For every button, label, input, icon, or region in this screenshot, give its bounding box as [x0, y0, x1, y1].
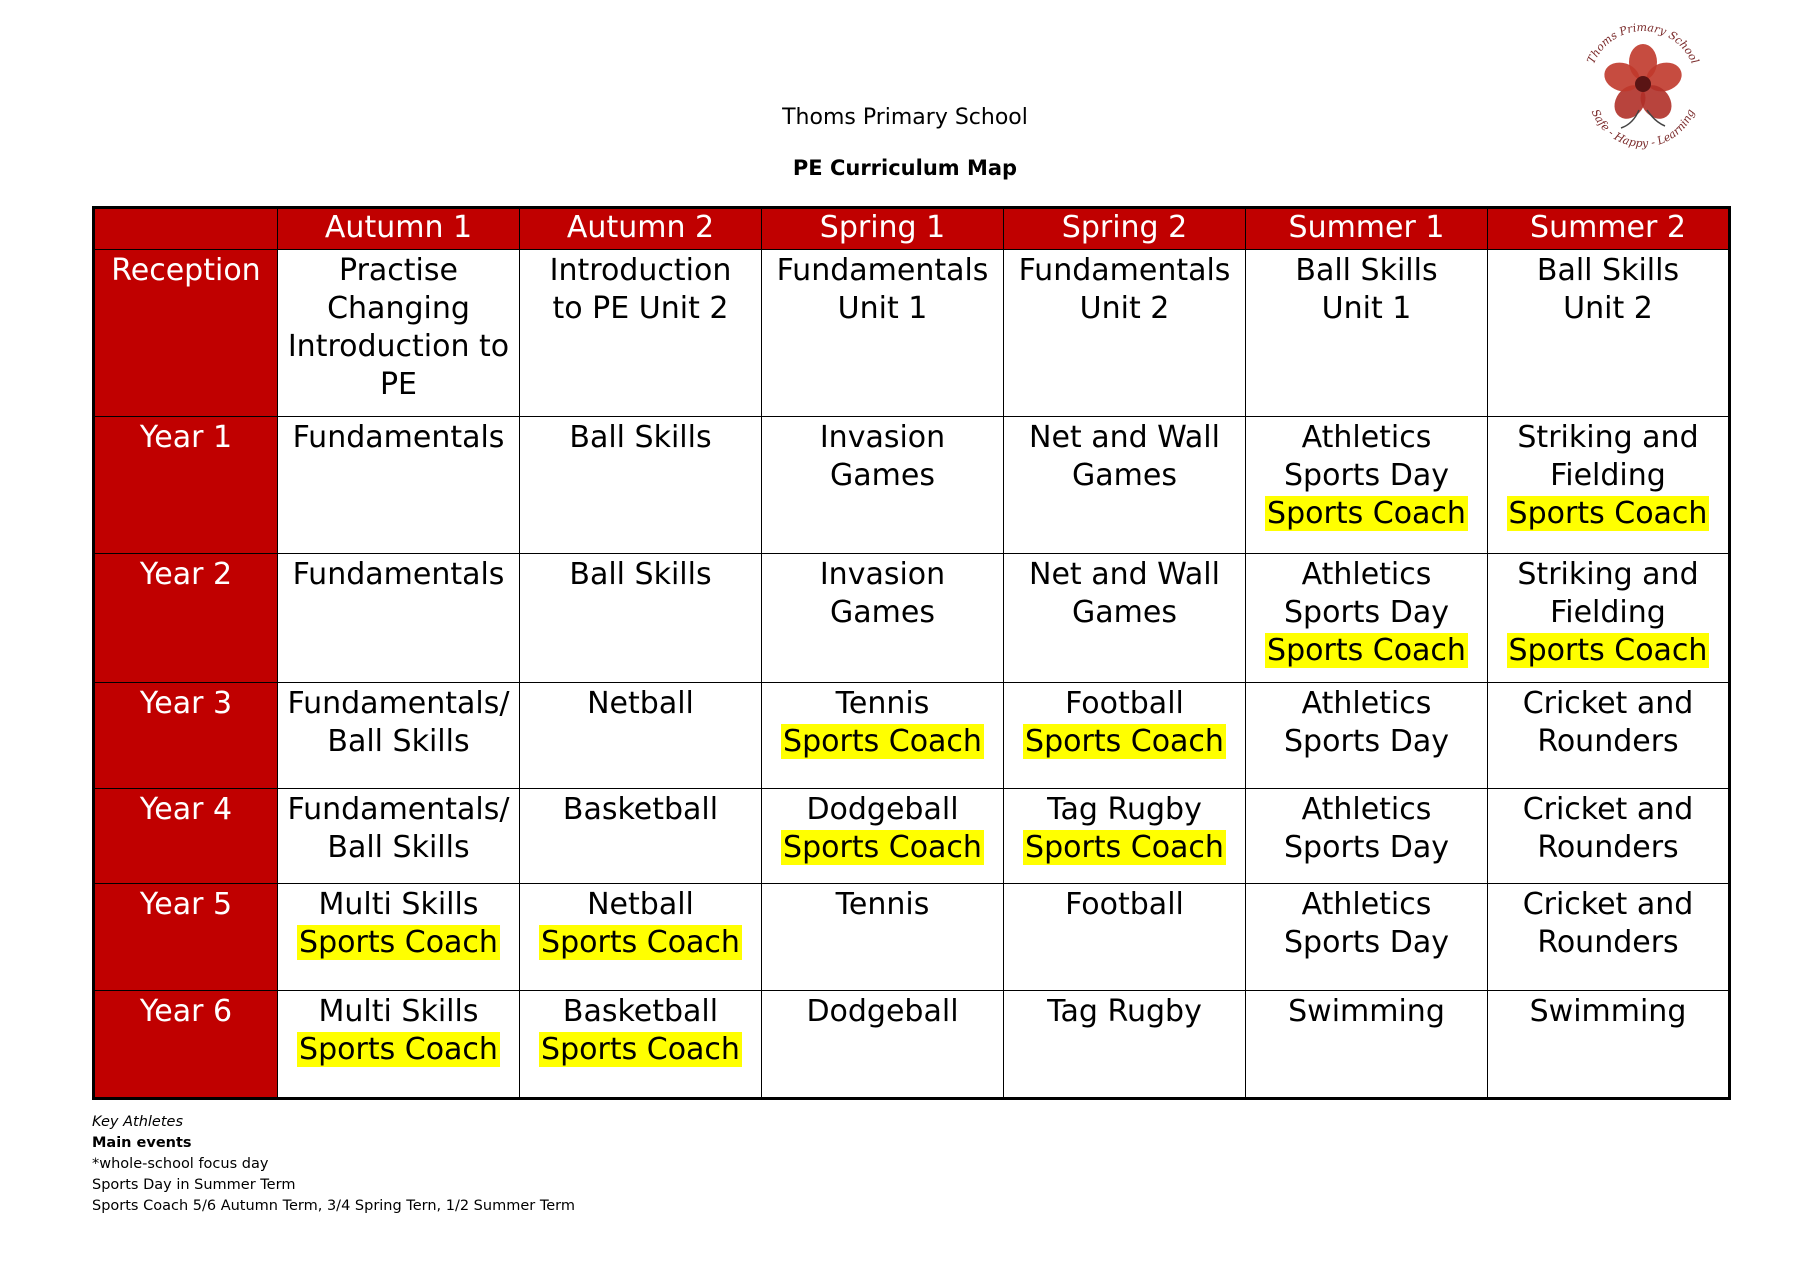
logo-text-top: Thoms Primary School — [1584, 20, 1702, 66]
table-cell — [1246, 683, 1488, 789]
cell-text: Swimming — [1288, 994, 1445, 1029]
table-cell — [1246, 789, 1488, 884]
cell-text: PE — [379, 367, 418, 402]
cell-text: Unit 1 — [837, 291, 928, 326]
sports-coach-highlight: Sports Coach — [299, 925, 498, 960]
sports-coach-highlight: Sports Coach — [541, 1032, 740, 1067]
document-title: PE Curriculum Map — [792, 156, 1018, 180]
table-cell — [520, 417, 762, 554]
table-cell — [1004, 884, 1246, 991]
table-cell — [278, 417, 520, 554]
row-header: Reception — [94, 250, 278, 417]
sports-coach-highlight: Sports Coach — [1267, 633, 1466, 668]
coach-line — [282, 1031, 515, 1069]
table-cell — [278, 554, 520, 683]
cell-text: Changing — [327, 291, 470, 326]
table-cell — [278, 789, 520, 884]
table-cell — [520, 884, 762, 991]
table-cell — [1488, 554, 1730, 683]
cell-text: Unit 2 — [1563, 291, 1653, 326]
footer-main-events: Main events — [92, 1135, 192, 1151]
table-cell — [1246, 884, 1488, 991]
table-cell — [1488, 683, 1730, 789]
table-cell — [1004, 991, 1246, 1099]
cell-text: Ball Skills — [569, 557, 712, 592]
cell-text: Net and Wall — [1029, 420, 1220, 455]
cell-text: Tag Rugby — [1047, 994, 1202, 1029]
red-flower-icon — [1601, 44, 1686, 128]
cell-text: Games — [830, 458, 935, 493]
cell-text: Fielding — [1550, 595, 1666, 630]
cell-text: Basketball — [562, 792, 719, 827]
table-cell — [762, 884, 1004, 991]
row-header: Year 1 — [94, 417, 278, 554]
sports-coach-highlight: Sports Coach — [1508, 633, 1708, 668]
cell-text: Swimming — [1529, 994, 1687, 1029]
cell-text: to PE Unit 2 — [552, 291, 729, 326]
cell-text: Athletics — [1301, 792, 1432, 827]
sports-coach-highlight: Sports Coach — [1267, 496, 1466, 531]
table-row — [94, 991, 1730, 1099]
cell-text: Tag Rugby — [1047, 792, 1202, 827]
cell-text: Unit 1 — [1321, 291, 1412, 326]
table-row — [94, 683, 1730, 789]
table-cell — [1004, 554, 1246, 683]
coach-line — [766, 723, 999, 761]
table-row — [94, 250, 1730, 417]
table-cell — [762, 683, 1004, 789]
coach-line — [1008, 723, 1241, 761]
cell-text: Net and Wall — [1029, 557, 1220, 592]
table-cell — [762, 417, 1004, 554]
table-row — [94, 417, 1730, 554]
cell-text: Ball Skills — [1536, 253, 1680, 288]
table-cell — [520, 991, 762, 1099]
table-cell — [1488, 250, 1730, 417]
cell-text: Athletics — [1301, 686, 1432, 721]
coach-line — [1492, 495, 1724, 533]
table-cell — [520, 250, 762, 417]
cell-text: Introduction — [549, 253, 732, 288]
footer-focus-day: *whole-school focus day — [92, 1156, 269, 1172]
coach-line — [282, 924, 515, 962]
table-cell — [278, 884, 520, 991]
coach-line — [1492, 632, 1724, 670]
footer-notes — [92, 1112, 575, 1217]
table-cell — [278, 991, 520, 1099]
row-header: Year 2 — [94, 554, 278, 683]
table-cell — [278, 250, 520, 417]
cell-text: Cricket and — [1522, 686, 1694, 721]
cell-text: Tennis — [835, 887, 930, 922]
cell-text: Games — [1072, 458, 1177, 493]
column-header: Summer 2 — [1488, 208, 1730, 250]
logo-text-bottom: Safe - Happy - Learning — [1588, 107, 1698, 151]
row-header: Year 6 — [94, 991, 278, 1099]
coach-line — [524, 1031, 757, 1069]
table-cell — [1004, 789, 1246, 884]
footer-sports-coach: Sports Coach 5/6 Autumn Term, 3/4 Spring Tern, 1/2 Summer Term — [92, 1198, 575, 1214]
table-cell — [762, 991, 1004, 1099]
sports-coach-highlight: Sports Coach — [783, 830, 982, 865]
cell-text: Games — [830, 595, 935, 630]
table-cell — [1004, 250, 1246, 417]
svg-text:Safe - Happy - Learning — [1589, 107, 1698, 150]
coach-line — [524, 924, 757, 962]
cell-text: Unit 2 — [1079, 291, 1170, 326]
table-cell — [762, 789, 1004, 884]
sports-coach-highlight: Sports Coach — [1025, 724, 1224, 759]
row-header: Year 5 — [94, 884, 278, 991]
cell-text: Sports Day — [1284, 925, 1449, 960]
cell-text: Ball Skills — [327, 830, 470, 865]
cell-text: Football — [1065, 686, 1184, 721]
table-cell — [1004, 417, 1246, 554]
cell-text: Netball — [587, 686, 694, 721]
cell-text: Practise — [339, 253, 458, 288]
cell-text: Rounders — [1537, 724, 1679, 759]
table-cell — [1246, 417, 1488, 554]
table-cell — [278, 683, 520, 789]
school-name: Thoms Primary School — [782, 105, 1028, 130]
cell-text: Multi Skills — [318, 994, 479, 1029]
table-row — [94, 789, 1730, 884]
cell-text: Sports Day — [1284, 830, 1449, 865]
sports-coach-highlight: Sports Coach — [783, 724, 982, 759]
cell-text: Rounders — [1537, 925, 1679, 960]
coach-line — [1008, 829, 1241, 867]
cell-text: Sports Day — [1284, 595, 1449, 630]
cell-text: Fundamentals — [1018, 253, 1231, 288]
coach-line — [1250, 495, 1483, 533]
school-logo — [1568, 12, 1718, 162]
table-cell — [520, 789, 762, 884]
cell-text: Cricket and — [1522, 887, 1694, 922]
coach-line — [1250, 632, 1483, 670]
table-cell — [520, 683, 762, 789]
header-corner — [94, 208, 278, 250]
cell-text: Fielding — [1550, 458, 1666, 493]
sports-coach-highlight: Sports Coach — [1025, 830, 1224, 865]
table-cell — [762, 250, 1004, 417]
table-cell — [1488, 417, 1730, 554]
cell-text: Striking and — [1517, 557, 1699, 592]
cell-text: Invasion — [819, 420, 946, 455]
row-header: Year 4 — [94, 789, 278, 884]
cell-text: Athletics — [1301, 420, 1432, 455]
cell-text: Athletics — [1301, 557, 1432, 592]
table-row — [94, 554, 1730, 683]
cell-text: Cricket and — [1522, 792, 1694, 827]
footer-sports-day: Sports Day in Summer Term — [92, 1177, 296, 1193]
column-header: Autumn 1 — [278, 208, 520, 250]
cell-text: Ball Skills — [569, 420, 712, 455]
table-cell — [1488, 789, 1730, 884]
cell-text: Athletics — [1301, 887, 1432, 922]
cell-text: Ball Skills — [1295, 253, 1438, 288]
sports-coach-highlight: Sports Coach — [1508, 496, 1708, 531]
table-cell — [1246, 250, 1488, 417]
table-cell — [1488, 884, 1730, 991]
column-header: Spring 1 — [762, 208, 1004, 250]
column-header: Autumn 2 — [520, 208, 762, 250]
table-cell — [762, 554, 1004, 683]
cell-text: Fundamentals/ — [287, 792, 510, 827]
cell-text: Invasion — [819, 557, 946, 592]
row-header: Year 3 — [94, 683, 278, 789]
table-cell — [1246, 554, 1488, 683]
cell-text: Fundamentals — [292, 557, 505, 592]
table-cell — [520, 554, 762, 683]
cell-text: Ball Skills — [327, 724, 470, 759]
cell-text: Fundamentals/ — [287, 686, 510, 721]
column-header: Summer 1 — [1246, 208, 1488, 250]
cell-text: Striking and — [1517, 420, 1699, 455]
cell-text: Sports Day — [1284, 458, 1449, 493]
sports-coach-highlight: Sports Coach — [541, 925, 740, 960]
cell-text: Tennis — [835, 686, 930, 721]
column-header: Spring 2 — [1004, 208, 1246, 250]
table-cell — [1004, 683, 1246, 789]
cell-text: Fundamentals — [776, 253, 989, 288]
cell-text: Dodgeball — [806, 994, 959, 1029]
table-header-row — [94, 208, 1730, 250]
cell-text: Basketball — [562, 994, 719, 1029]
cell-text: Games — [1072, 595, 1177, 630]
table-row — [94, 884, 1730, 991]
cell-text: Football — [1065, 887, 1184, 922]
footer-key-athletes: Key Athletes — [92, 1114, 184, 1130]
cell-text: Multi Skills — [318, 887, 479, 922]
table-cell — [1246, 991, 1488, 1099]
cell-text: Dodgeball — [806, 792, 959, 827]
curriculum-table — [92, 206, 1731, 1100]
cell-text: Introduction to — [287, 329, 510, 364]
cell-text: Sports Day — [1284, 724, 1449, 759]
cell-text: Rounders — [1537, 830, 1679, 865]
cell-text: Fundamentals — [292, 420, 505, 455]
cell-text: Netball — [587, 887, 694, 922]
sports-coach-highlight: Sports Coach — [299, 1032, 498, 1067]
coach-line — [766, 829, 999, 867]
table-cell — [1488, 991, 1730, 1099]
